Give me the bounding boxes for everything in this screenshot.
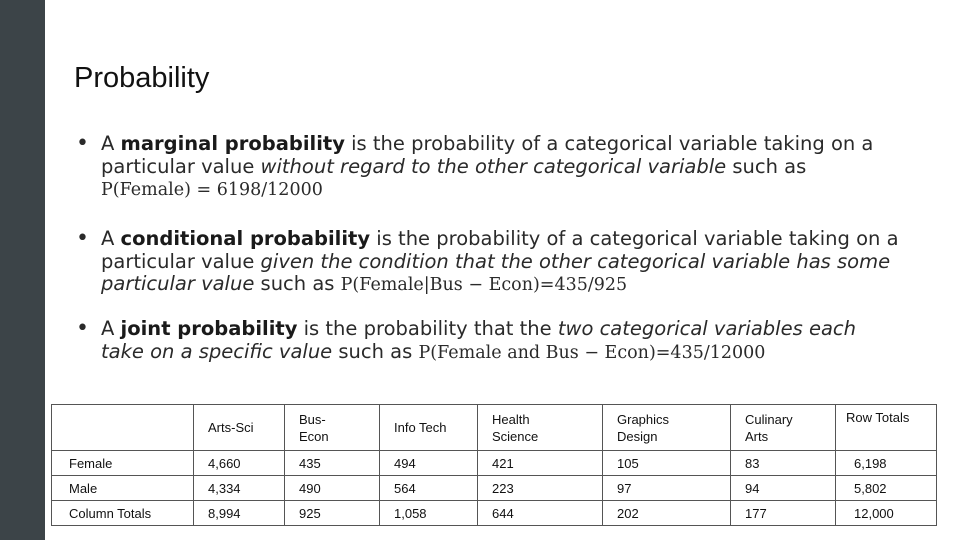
table-cell: 564 — [380, 476, 478, 501]
table-header-cell-empty — [52, 405, 194, 451]
table-cell: 8,994 — [194, 501, 285, 526]
table-header-cell: Graphics Design — [603, 405, 731, 451]
bullet-pre: A — [101, 132, 121, 155]
table-cell: 94 — [731, 476, 836, 501]
table-cell: 494 — [380, 451, 478, 476]
table-cell: 421 — [478, 451, 603, 476]
table-cell: 223 — [478, 476, 603, 501]
bullet-term: joint probability — [120, 317, 298, 340]
table-row — [52, 476, 937, 501]
bullet-mid: is the probability that the — [297, 317, 558, 340]
table-cell: 177 — [731, 501, 836, 526]
table-header-cell: Culinary Arts — [731, 405, 836, 451]
table-row-label: Column Totals — [52, 501, 194, 526]
contingency-table — [51, 404, 937, 526]
table-header-cell: Info Tech — [380, 405, 478, 451]
bullet-term: conditional probability — [120, 227, 371, 250]
bullet-text — [101, 133, 901, 202]
slide-sidebar — [0, 0, 45, 540]
bullet-emphasis: without regard to the other categorical variable — [260, 154, 727, 178]
table-cell: 97 — [603, 476, 731, 501]
table-cell: 490 — [285, 476, 380, 501]
table-row — [52, 501, 937, 526]
bullet-text — [101, 318, 901, 364]
table-header-cell: Bus- Econ — [285, 405, 380, 451]
bullet-marker: • — [76, 226, 89, 251]
table-cell: 435 — [285, 451, 380, 476]
bullet-emphasis: two categorical variables each take on a specific value — [101, 317, 856, 363]
bullet-mid: is the probability of a categorical variable taking on a particular value — [101, 132, 874, 178]
bullet-mid: is the probability of a categorical variable taking on a particular value — [101, 227, 899, 273]
bullet-emphasis: given the condition that the other categorical variable has some particular value — [101, 249, 891, 295]
bullet-text — [101, 228, 901, 297]
slide-title: Probability — [74, 62, 210, 94]
table-cell: 202 — [603, 501, 731, 526]
table-cell: 83 — [731, 451, 836, 476]
table-header-cell: Arts-Sci — [194, 405, 285, 451]
table-row — [52, 451, 937, 476]
table-cell: 644 — [478, 501, 603, 526]
bullet-formula: P(Female and Bus − Econ)=435/12000 — [418, 342, 766, 363]
bullet-term: marginal probability — [120, 132, 345, 155]
table-cell: 1,058 — [380, 501, 478, 526]
table-cell: 12,000 — [836, 501, 937, 526]
table-header-cell: Row Totals — [836, 405, 937, 451]
table-cell: 5,802 — [836, 476, 937, 501]
bullet-post: such as — [332, 339, 419, 363]
bullet-post: such as — [726, 154, 807, 178]
table-cell: 4,660 — [194, 451, 285, 476]
bullet-post: such as — [254, 272, 341, 295]
bullet-pre: A — [101, 227, 121, 250]
table-header-cell: Health Science — [478, 405, 603, 451]
table-cell: 925 — [285, 501, 380, 526]
bullet-marker: • — [76, 316, 89, 341]
table-row-label: Female — [52, 451, 194, 476]
bullet-formula: P(Female|Bus − Econ)=435/925 — [340, 275, 628, 295]
table-header-row — [52, 405, 937, 451]
table-cell: 4,334 — [194, 476, 285, 501]
bullet-marker: • — [76, 131, 89, 156]
table-row-label: Male — [52, 476, 194, 501]
table-cell: 6,198 — [836, 451, 937, 476]
bullet-formula: P(Female) = 6198/12000 — [101, 180, 323, 200]
bullet-pre: A — [101, 317, 121, 340]
table-cell: 105 — [603, 451, 731, 476]
